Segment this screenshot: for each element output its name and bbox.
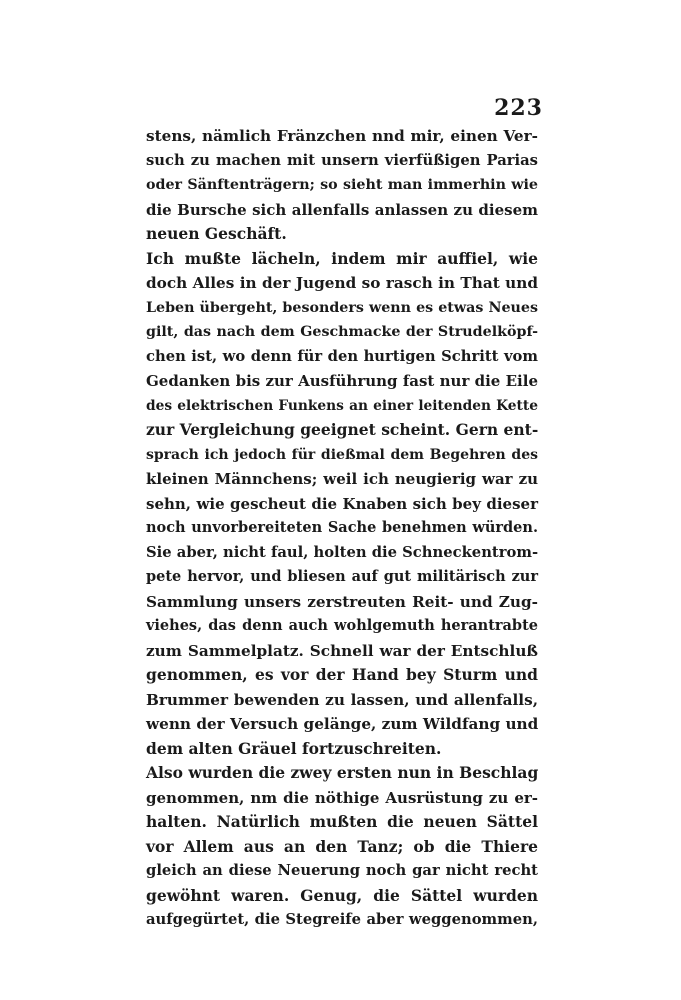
body-text (146, 124, 538, 933)
text-line: die Bursche sich allenfalls anlassen zu diesem (146, 200, 538, 219)
text-line: such zu machen mit unsern vierfüßigen Parias (146, 151, 538, 169)
text-line: gewöhnt waren. Genug, die Sättel wurden (146, 885, 538, 905)
text-line: neuen Geschäft. (146, 224, 287, 243)
text-line: noch unvorbereiteten Sache benehmen würden. (146, 519, 538, 536)
text-line: doch Alles in der Jugend so rasch in That und (146, 274, 538, 292)
text-line: stens, nämlich Fränzchen nnd mir, einen Ver- (146, 127, 538, 145)
text-line: viehes, das denn auch wohlgemuth herantrabte (146, 617, 538, 634)
text-line: sehn, wie gescheut die Knaben sich bey dieser (146, 494, 538, 513)
text-line: chen ist, wo denn für den hurtigen Schritt vom (146, 347, 538, 365)
text-line: des elektrischen Funkens an einer leitenden Kette (146, 397, 538, 414)
text-line: gleich an diese Neuerung noch gar nicht recht (146, 862, 538, 879)
text-line: genommen, nm die nöthige Ausrüstung zu er- (146, 788, 538, 807)
text-line: zum Sammelplatz. Schnell war der Entschluß (146, 641, 538, 660)
text-line: Sammlung unsers zerstreuten Reit- und Zug- (146, 592, 538, 611)
text-line: pete hervor, und bliesen auf gut militärisch zur (146, 568, 538, 585)
text-line: Gedanken bis zur Ausführung fast nur die Eile (146, 372, 538, 390)
text-line: Ich mußte lächeln, indem mir auffiel, wie (146, 248, 538, 268)
text-line: Also wurden die zwey ersten nun in Beschlag (146, 763, 539, 782)
text-line: vor Allem aus an den Tanz; ob die Thiere (146, 836, 538, 856)
text-line: kleinen Männchens; weil ich neugierig war zu (146, 470, 538, 488)
text-line: zur Vergleichung geeignet scheint. Gern ent- (146, 420, 539, 439)
text-line: sprach ich jedoch für dießmal dem Begehren des (146, 446, 538, 463)
page-number: 223 (494, 95, 543, 121)
text-line: Sie aber, nicht faul, holten die Schneckentrom- (146, 543, 539, 561)
text-line: oder Sänftenträgern; so sieht man immerhin wie (146, 177, 538, 193)
text-line: genommen, es vor der Hand bey Sturm und (146, 665, 538, 684)
text-line: gilt, das nach dem Geschmacke der Strudelköpf- (146, 324, 538, 340)
text-line: halten. Natürlich mußten die neuen Sättel (146, 812, 538, 831)
text-line: wenn der Versuch gelänge, zum Wildfang und (146, 715, 539, 733)
text-line: Brummer bewenden zu lassen, und allenfalls, (146, 690, 538, 709)
text-line: Leben übergeht, besonders wenn es etwas Neues (146, 299, 538, 316)
text-line: dem alten Gräuel fortzuschreiten. (146, 738, 442, 758)
text-line: aufgegürtet, die Stegreife aber weggenommen, (146, 911, 538, 928)
